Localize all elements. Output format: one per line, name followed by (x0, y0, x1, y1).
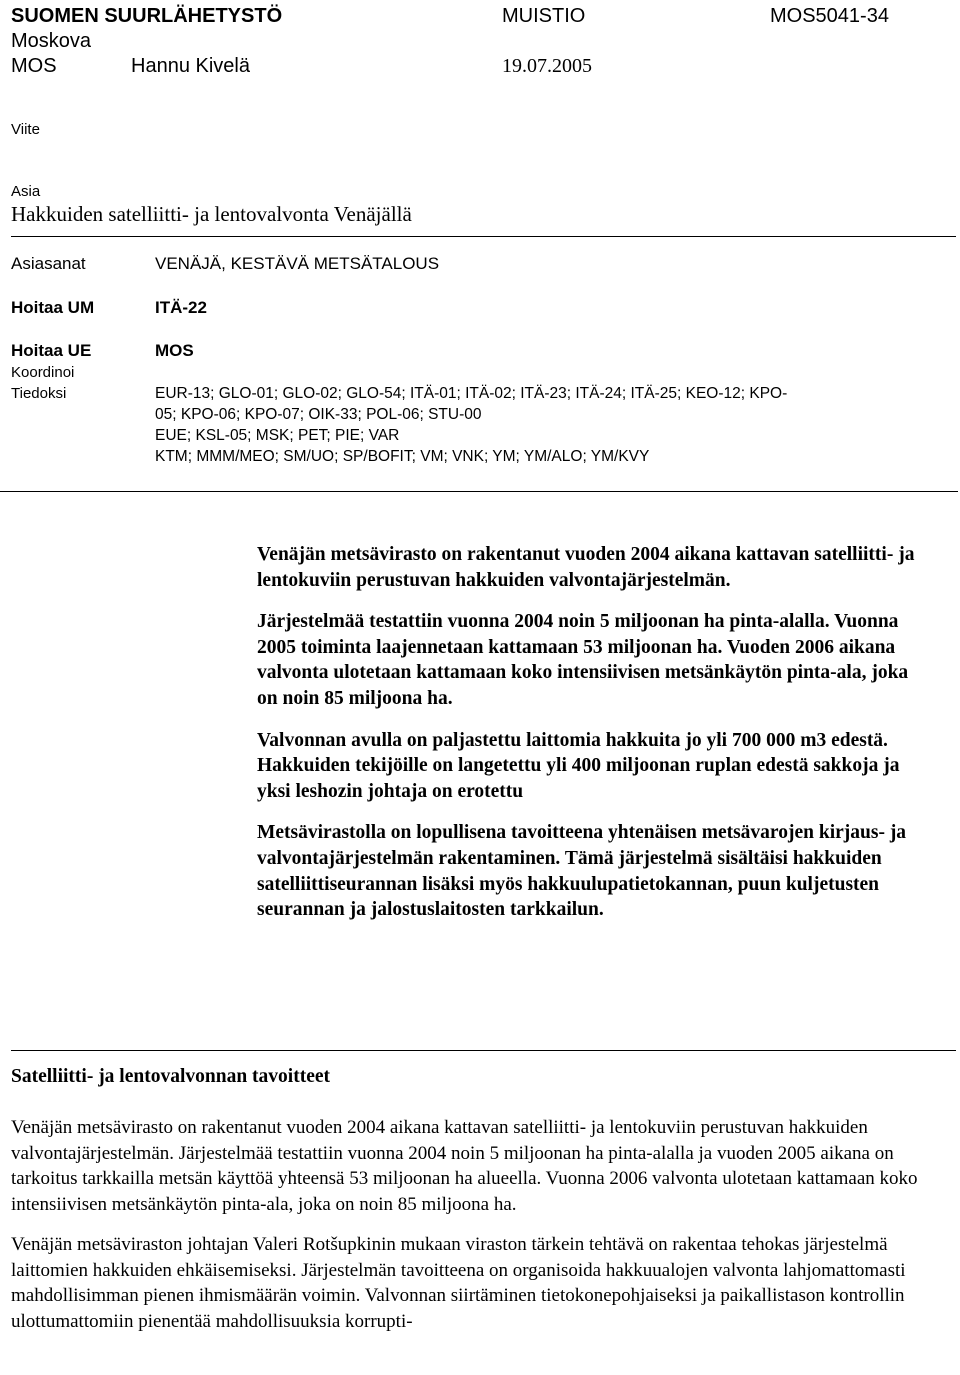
coordinate-label: Koordinoi (11, 364, 75, 381)
header-rule (0, 491, 958, 492)
title-rule (11, 236, 956, 237)
body-paragraph: Venäjän metsävirasto on rakentanut vuoden 2004 aikana kattavan satelliitti- ja lentokuviin perustuvan hakkuiden valvontajärjestelmän. Järjestelmää testattiin vuonna 2004 noin 5 miljoonan ha pinta-alalla ja vuoden 2005 aikana on tarkoitus tarkkailla metsän käyttöä yhteensä 53 miljoonan ha alueella. Vuonna 2006 valvonta ulotetaan kattamaan koko intensiivisen metsänkäytön pinta-ala, joka on noin 85 miljoona ha. (11, 1117, 918, 1216)
summary-rule (11, 1050, 956, 1051)
summary-paragraph: Järjestelmää testattiin vuonna 2004 noin 5 miljoonan ha pinta-alalla. Vuonna 2005 toiminta laajennetaan kattamaan 53 miljoonan ha. Vuoden 2006 aikana valvonta ulotetaan kattamaan koko intensiivisen metsänkäytön pinta-ala, joka on noin 85 miljoona ha. (257, 611, 909, 709)
handler-ue-label: Hoitaa UE (11, 341, 92, 360)
document-date: 19.07.2005 (502, 55, 592, 77)
cc-line: EUE; KSL-05; MSK; PET; PIE; VAR (155, 427, 400, 444)
body-paragraph: Venäjän metsäviraston johtajan Valeri Rotšupkinin mukaan viraston tärkein tehtävä on rakentaa tehokas järjestelmä laittomien hakkuiden ehkäisemiseksi. Järjestelmän tavoitteena on organisoida hakkuualojen valvonta lahjomattomasti mahdollisimman pienen ihmismäärän voimin. Valvonnan siirtäminen tietokonepohjaiseksi ja paikallistason kontrollin ulottumattomiin pienentää mahdollisuuksia korrupti- (11, 1233, 906, 1332)
handler-ue-value: MOS (155, 341, 194, 360)
summary-block (257, 542, 917, 939)
cc-label: Tiedoksi (11, 385, 67, 402)
handler-um-label: Hoitaa UM (11, 298, 95, 317)
section-body (11, 1115, 941, 1349)
summary-paragraph: Valvonnan avulla on paljastettu laittomia hakkuita jo yli 700 000 m3 edestä. Hakkuiden tekijöille on langetettu yli 400 miljoonan ruplan edestä sakkoja ja yksi leshozin johtaja on erotettu (257, 729, 900, 802)
summary-paragraph: Venäjän metsävirasto on rakentanut vuoden 2004 aikana kattavan satelliitti- ja lentokuviin perustuvan hakkuiden valvontajärjestelmän. (257, 544, 915, 591)
section-heading: Satelliitti- ja lentovalvonnan tavoitteet (11, 1066, 330, 1087)
cc-line: EUR-13; GLO-01; GLO-02; GLO-54; ITÄ-01; ITÄ-02; ITÄ-23; ITÄ-24; ITÄ-25; KEO-12; KPO- (155, 385, 788, 402)
cc-line: 05; KPO-06; KPO-07; OIK-33; POL-06; STU-00 (155, 406, 482, 423)
document-title: Hakkuiden satelliitti- ja lentovalvonta Venäjällä (11, 202, 412, 226)
summary-paragraph: Metsävirastolla on lopullisena tavoitteena yhtenäisen metsävarojen kirjaus- ja valvontajärjestelmän rakentaminen. Tämä järjestelmä sisältäisi hakkuiden satelliittiseurannan lisäksi myös hakkuulupatietokannan, puun kuljetusten seurannan ja jalostuslaitosten tarkkailun. (257, 822, 907, 921)
cc-list (155, 383, 787, 467)
keywords-value: VENÄJÄ, KESTÄVÄ METSÄTALOUS (155, 254, 440, 273)
keywords-label: Asiasanat (11, 254, 86, 273)
reference-label: Viite (11, 121, 40, 138)
document-number: MOS5041-34 (770, 5, 889, 27)
unit-code: MOS (11, 55, 57, 77)
document-type: MUISTIO (502, 5, 586, 27)
embassy-name: SUOMEN SUURLÄHETYSTÖ (11, 5, 283, 27)
subject-label: Asia (11, 183, 41, 200)
city-name: Moskova (11, 30, 92, 52)
author-name: Hannu Kivelä (131, 55, 250, 77)
handler-um-value: ITÄ-22 (155, 298, 207, 317)
cc-line: KTM; MMM/MEO; SM/UO; SP/BOFIT; VM; VNK; YM; YM/ALO; YM/KVY (155, 448, 650, 465)
